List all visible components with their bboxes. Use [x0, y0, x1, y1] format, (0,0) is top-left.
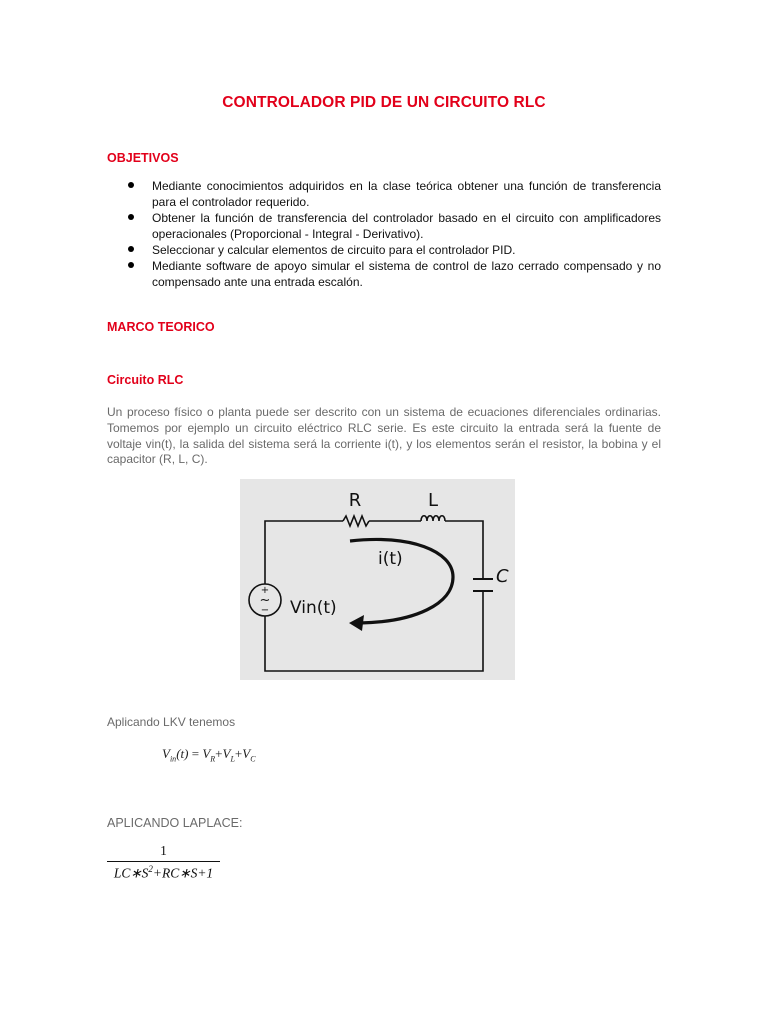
denominator-exponent: 2 — [148, 864, 153, 874]
laplace-heading: APLICANDO LAPLACE: — [107, 816, 243, 830]
eq-subscript: C — [250, 754, 256, 764]
objetivos-list — [107, 178, 661, 290]
list-item — [107, 258, 661, 290]
bullet-icon — [128, 182, 134, 188]
eq-symbol: (t) — [176, 746, 189, 761]
source-label: Vin(t) — [290, 598, 337, 618]
lkv-text: Aplicando LKV tenemos — [107, 715, 236, 729]
marco-teorico-heading: MARCO TEORICO — [107, 320, 215, 334]
bullet-icon — [128, 246, 134, 252]
eq-symbol: + — [234, 746, 243, 761]
document-title: CONTROLADOR PID DE UN CIRCUITO RLC — [222, 94, 546, 111]
transfer-function-fraction — [107, 843, 220, 882]
eq-symbol: V — [202, 746, 211, 761]
eq-symbol: V — [162, 746, 170, 761]
bullet-icon — [128, 262, 134, 268]
plus-sign: + — [260, 585, 270, 596]
list-item — [107, 210, 661, 242]
resistor-label: R — [348, 490, 362, 511]
eq-subscript: R — [210, 754, 216, 764]
list-item-text: Seleccionar y calcular elementos de circuito para el controlador PID. — [152, 243, 516, 257]
eq-subscript: L — [230, 754, 235, 764]
voltage-source-icon — [249, 584, 281, 616]
current-label: i(t) — [378, 549, 403, 569]
circuito-paragraph: Un proceso físico o planta puede ser descrito con un sistema de ecuaciones diferenciales ordinarias. Tomemos por ejemplo un circuito eléctrico RLC serie. Es este circuito la entrada será la fuente de voltaje vin(t), la salida del sistema será la corriente i(t), y los elementos serán el resistor, la bobina y el capacitor (R, L, C). — [107, 405, 661, 467]
eq-symbol: + — [215, 746, 223, 761]
minus-sign: − — [260, 605, 270, 616]
fraction-denominator — [107, 862, 220, 882]
capacitor-label: C — [496, 566, 509, 587]
rlc-circuit-diagram — [240, 479, 515, 680]
eq-symbol: V — [242, 746, 251, 761]
bullet-icon — [128, 214, 134, 220]
denominator-term: +RC∗S+1 — [152, 865, 214, 881]
circuito-rlc-heading: Circuito RLC — [107, 373, 184, 387]
list-item-text: Mediante conocimientos adquiridos en la clase teórica obtener una función de transferencia para el controlador requerido. — [152, 179, 661, 209]
eq-symbol: V — [222, 746, 231, 761]
list-item — [107, 242, 661, 258]
fraction-numerator: 1 — [160, 843, 167, 858]
list-item — [107, 178, 661, 210]
objetivos-heading: OBJETIVOS — [107, 151, 179, 165]
tilde-sign: ~ — [259, 593, 271, 608]
list-item-text: Mediante software de apoyo simular el sistema de control de lazo cerrado compensado y no compensado ante una entrada escalón. — [152, 259, 661, 289]
kvl-equation — [162, 746, 256, 764]
denominator-term: LC∗S — [113, 865, 149, 881]
inductor-label: L — [427, 490, 439, 511]
eq-symbol: = — [188, 746, 203, 761]
eq-subscript: in — [169, 754, 177, 764]
list-item-text: Obtener la función de transferencia del controlador basado en el circuito con amplificadores operacionales (Proporcional - Integral - Derivativo). — [152, 211, 661, 241]
